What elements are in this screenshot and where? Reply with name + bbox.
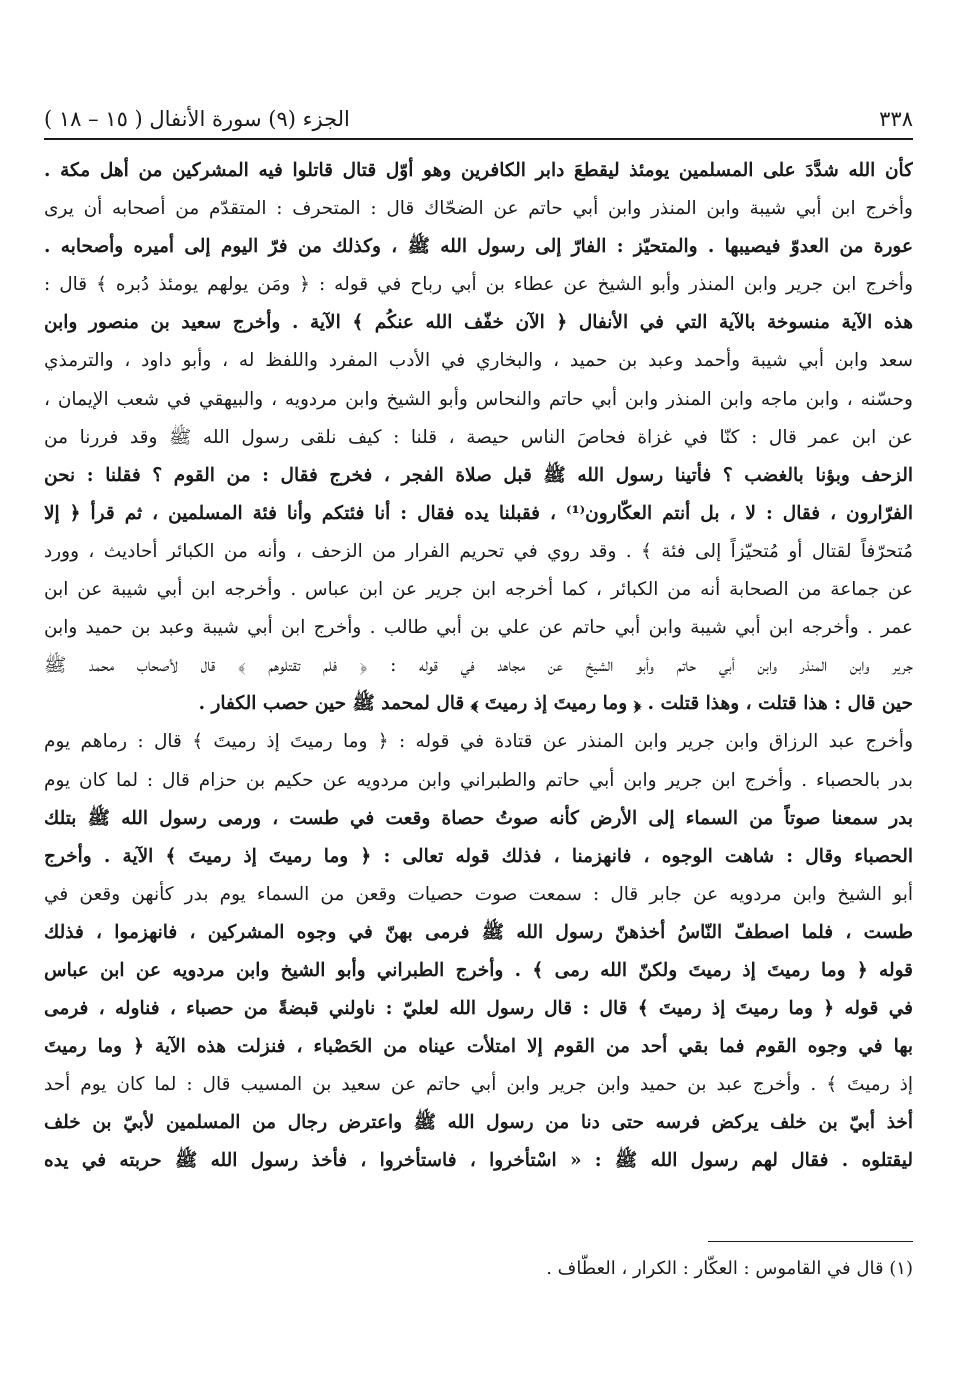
text-line: مُتحرّفاً لقتال أو مُتحيّزاً إلى فئة ﴾ . وقد روي في تحريم الفرار من الزحف ، وأنه من الكبائر أحاديث ، وورد bbox=[44, 540, 913, 562]
text-line: عورة من العدوّ فيصيبها . والمتحيّز : الفارّ إلى رسول الله ﷺ ، وكذلك من فرّ اليوم إلى أميره وأصحابه . bbox=[44, 236, 913, 258]
text-line: الحصباء وقال : شاهت الوجوه ، فانهزمنا ، فذلك قوله تعالى : ﴿ وما رميتَ إذ رميتَ ﴾ الآية . وأخرج bbox=[44, 845, 913, 867]
text-line: أبو الشيخ وابن مردويه عن جابر قال : سمعت صوت حصيات وقعن من السماء يوم بدر كأنهن وقعن في bbox=[44, 883, 913, 905]
text-line: بدر بالحصباء . وأخرج ابن جرير وابن أبي حاتم والطبراني وابن مردويه عن حكيم بن حزام قال : لما كان يوم bbox=[44, 769, 913, 791]
text-line: وأخرج ابن أبي شيبة وابن المنذر وابن أبي حاتم عن الضحّاك قال : المتحرف : المتقدّم من أصحابه أن يرى bbox=[44, 198, 913, 220]
text-line: حين قال : هذا قتلت ، وهذا قتلت . ﴿ وما رميتَ إذ رميتَ ﴾ قال لمحمد ﷺ حين حصب الكفار . bbox=[198, 693, 913, 715]
footnote: (١) قال في القاموس : العكّار : الكرار ، العطّاف . bbox=[546, 1258, 913, 1279]
text-line: سعد وابن أبي شيبة وأحمد وعبد بن حميد ، والبخاري في الأدب المفرد واللفظ له ، وأبو داود ، والترمذي bbox=[44, 350, 913, 372]
text-line: وأخرج ابن جرير وابن المنذر وأبو الشيخ عن عطاء بن أبي رباح في قوله : ﴿ ومَن يولهم يومئذ دُبره ﴾ قال : bbox=[44, 274, 913, 296]
text-line: بدر سمعنا صوتاً من السماء إلى الأرض كأنه صوتُ حصاة وقعت في طست ، ورمى رسول الله ﷺ بتلك bbox=[44, 807, 913, 829]
text-line: الزحف وبؤنا بالغضب ؟ فأتينا رسول الله ﷺ قبل صلاة الفجر ، فخرج فقال : من القوم ؟ فقلنا : نحن bbox=[44, 464, 913, 486]
text-line: ليقتلوه . فقال لهم رسول الله ﷺ : « اسْتأخروا ، فاستأخروا ، فأخذ رسول الله ﷺ حربته في يده bbox=[44, 1150, 913, 1172]
text-line: عن ابن عمر قال : كنّا في غزاة فحاصَ الناس حيصة ، قلنا : كيف نلقى رسول الله ﷺ وقد فررنا من bbox=[44, 426, 913, 448]
text-line: كأن الله شدَّدَ على المسلمين يومئذ ليقطعَ دابر الكافرين وهو أوّل قتال قاتلوا فيه المشركين من أهل مكة . bbox=[44, 160, 913, 181]
chapter-info: الجزء (٩) سورة الأنفال ( ١٥ – ١٨ ) bbox=[44, 107, 350, 131]
text-line: وأخرج عبد الرزاق وابن جرير وابن المنذر عن قتادة في قوله : ﴿ وما رميتَ إذ رميتَ ﴾ قال : رماهم يوم bbox=[44, 731, 913, 753]
text-line: وحسّنه ، وابن ماجه وابن المنذر وابن أبي حاتم والنحاس وأبو الشيخ وابن مردويه ، والبيهقي في شعب الإيمان ، bbox=[44, 388, 913, 410]
text-line: عمر . وأخرجه ابن أبي شيبة وابن أبي حاتم عن علي بن أبي طالب . وأخرج ابن أبي شيبة وعبد بن حميد وابن bbox=[44, 617, 913, 639]
text-line: جرير وابن المنذر وابن أبي حاتم وأبو الشيخ عن مجاهد في قوله : ﴿ فلم تقتلوهم ﴾ قال لأصحاب محمد ﷺ bbox=[44, 655, 913, 677]
main-text bbox=[44, 152, 913, 1181]
text-line: الفرّارون ، فقال : لا ، بل أنتم العكّارون⁽¹⁾ ، فقبلنا يده فقال : أنا فئتكم وأنا فئة المسلمين ، ثم قرأ ﴿ إلا bbox=[44, 502, 913, 524]
text-line: عن جماعة من الصحابة أنه من الكبائر ، كما أخرجه ابن جرير عن ابن عباس . وأخرجه ابن أبي شيبة عن ابن bbox=[44, 579, 913, 601]
text-line: أخذ أبيّ بن خلف يركض فرسه حتى دنا من رسول الله ﷺ واعترض رجال من المسلمين لأبيّ بن خلف bbox=[44, 1112, 913, 1134]
text-line: قوله ﴿ وما رميتَ إذ رميتَ ولكنّ الله رمى ﴾ . وأخرج الطبراني وأبو الشيخ وابن مردويه عن ابن عباس bbox=[44, 959, 913, 981]
page-number: ٣٣٨ bbox=[879, 107, 913, 131]
page-header bbox=[44, 102, 913, 136]
text-line: بها في وجوه القوم فما بقي أحد من القوم إلا امتلأت عيناه من الحَصْباء ، فنزلت هذه الآية ﴿ وما رميتَ bbox=[44, 1036, 913, 1058]
text-line: هذه الآية منسوخة بالآية التي في الأنفال ﴿ الآن خفّف الله عنكُم ﴾ الآية . وأخرج سعيد بن منصور وابن bbox=[44, 312, 913, 334]
footnote-divider bbox=[708, 1241, 913, 1242]
text-line: في قوله ﴿ وما رميتَ إذ رميتَ ﴾ قال : قال رسول الله لعليّ : ناولني قبضةً من حصباء ، فناوله ، فرمى bbox=[44, 998, 913, 1020]
text-line: إذ رميتَ ﴾ . وأخرج عبد بن حميد وابن جرير وابن أبي حاتم عن سعيد بن المسيب قال : لما كان يوم أحد bbox=[44, 1074, 913, 1096]
text-line: طست ، فلما اصطفّ النّاسُ أخذهنّ رسول الله ﷺ فرمى بهنّ في وجوه المشركين ، فانهزموا ، فذلك bbox=[44, 921, 913, 943]
header-divider bbox=[44, 138, 913, 140]
